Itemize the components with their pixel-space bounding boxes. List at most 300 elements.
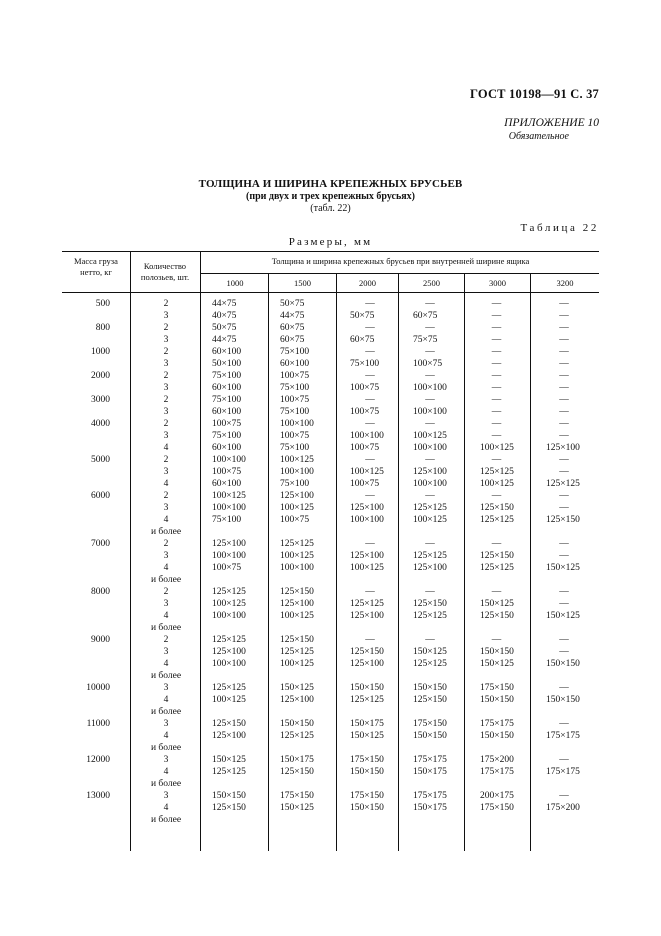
cell-count: 3: [163, 791, 169, 801]
cell-count: 3: [163, 503, 169, 513]
cell-size: —: [365, 635, 375, 645]
table-reference: (табл. 22): [310, 203, 351, 214]
cell-mass: 1000: [91, 347, 110, 357]
cell-size: 125×150: [212, 719, 246, 729]
cell-size: 125×125: [413, 611, 447, 621]
cell-size: 125×150: [480, 503, 514, 513]
cell-mass: 10000: [86, 683, 110, 693]
cell-size: 100×100: [413, 407, 447, 417]
cell-size: 175×150: [480, 803, 514, 813]
cell-count: и более: [150, 707, 182, 717]
cell-size: 125×100: [350, 659, 384, 669]
dimensions-caption: Размеры, мм: [288, 236, 373, 248]
cell-size: 175×175: [546, 767, 580, 777]
cell-size: 100×100: [413, 479, 447, 489]
cell-size: 150×150: [480, 647, 514, 657]
cell-size: 150×175: [413, 803, 447, 813]
cell-count: и более: [150, 743, 182, 753]
header-mass: Масса груза нетто, кг: [74, 256, 118, 277]
cell-size: 150×175: [350, 719, 384, 729]
cell-size: 125×125: [480, 515, 514, 525]
cell-size: 125×125: [413, 659, 447, 669]
header-width-3000: 3000: [489, 278, 506, 288]
cell-size: 125×150: [413, 695, 447, 705]
cell-size: 150×150: [350, 683, 384, 693]
cell-size: —: [559, 359, 569, 369]
cell-count: 2: [163, 587, 169, 597]
cell-size: 150×150: [350, 803, 384, 813]
cell-count: 4: [163, 443, 169, 453]
cell-size: 175×200: [546, 803, 580, 813]
cell-size: 150×150: [212, 791, 246, 801]
cell-size: —: [425, 395, 435, 405]
cell-mass: 8000: [91, 587, 110, 597]
cell-size: 150×125: [350, 731, 384, 741]
cell-size: —: [559, 347, 569, 357]
cell-size: 150×175: [280, 755, 314, 765]
cell-size: 100×125: [280, 659, 314, 669]
cell-size: 125×150: [413, 599, 447, 609]
cell-size: 125×100: [350, 551, 384, 561]
cell-size: 125×100: [413, 563, 447, 573]
document-title: ТОЛЩИНА И ШИРИНА КРЕПЕЖНЫХ БРУСЬЕВ: [198, 178, 463, 190]
header-mid-rule: [200, 273, 599, 274]
cell-size: —: [491, 635, 502, 645]
cell-size: 125×125: [413, 503, 447, 513]
cell-size: 150×150: [480, 695, 514, 705]
cell-size: 100×125: [480, 479, 514, 489]
cell-size: 125×150: [280, 635, 314, 645]
cell-count: 2: [163, 347, 169, 357]
cell-size: 175×150: [480, 683, 514, 693]
cell-size: 100×125: [350, 563, 384, 573]
cell-size: —: [559, 647, 569, 657]
cell-size: 75×100: [350, 359, 380, 369]
cell-size: 125×100: [280, 491, 314, 501]
cell-count: 2: [163, 455, 169, 465]
cell-size: 175×175: [413, 791, 447, 801]
cell-mass: 7000: [91, 539, 110, 549]
cell-size: —: [491, 419, 502, 429]
cell-size: 44×75: [212, 299, 237, 309]
cell-size: 150×125: [212, 755, 246, 765]
cell-size: —: [559, 383, 569, 393]
page-header: ГОСТ 10198—91 С. 37: [470, 87, 599, 101]
column-divider: [398, 273, 399, 851]
cell-size: 125×125: [350, 599, 384, 609]
appendix-note: Обязательное: [508, 131, 569, 142]
cell-count: 2: [163, 299, 169, 309]
cell-size: —: [559, 683, 569, 693]
cell-size: 100×75: [413, 359, 443, 369]
cell-mass: 12000: [86, 755, 110, 765]
cell-size: —: [365, 395, 375, 405]
cell-size: 125×100: [212, 731, 246, 741]
cell-size: 125×100: [212, 539, 246, 549]
cell-size: —: [559, 503, 569, 513]
cell-size: —: [491, 587, 502, 597]
cell-size: —: [559, 539, 569, 549]
cell-mass: 5000: [91, 455, 110, 465]
cell-size: 100×75: [280, 515, 310, 525]
cell-size: 125×100: [280, 599, 314, 609]
cell-count: 4: [163, 731, 169, 741]
cell-size: —: [365, 419, 375, 429]
cell-size: —: [365, 455, 375, 465]
cell-size: 100×125: [212, 491, 246, 501]
cell-size: 125×150: [480, 611, 514, 621]
cell-size: 175×150: [350, 755, 384, 765]
cell-mass: 11000: [86, 719, 110, 729]
cell-size: —: [491, 323, 502, 333]
cell-size: 125×100: [350, 503, 384, 513]
header-width-3200: 3200: [556, 278, 574, 288]
cell-count: 2: [163, 323, 169, 333]
cell-size: 75×100: [280, 347, 310, 357]
cell-size: 125×125: [280, 647, 314, 657]
cell-count: 4: [163, 611, 169, 621]
cell-size: 100×100: [413, 383, 447, 393]
cell-count: 3: [163, 383, 169, 393]
column-divider: [130, 251, 131, 851]
cell-count: 3: [163, 335, 169, 345]
cell-size: 125×150: [212, 803, 246, 813]
cell-count: и более: [150, 575, 182, 585]
cell-size: —: [491, 347, 502, 357]
cell-size: 60×100: [280, 359, 310, 369]
cell-size: —: [559, 395, 569, 405]
cell-size: 175×175: [413, 755, 447, 765]
cell-size: —: [491, 431, 502, 441]
cell-size: —: [425, 299, 435, 309]
cell-size: —: [559, 335, 569, 345]
cell-size: —: [365, 347, 375, 357]
cell-size: 100×75: [212, 419, 242, 429]
cell-size: 150×125: [280, 683, 314, 693]
cell-size: 125×125: [212, 767, 246, 777]
cell-size: 75×100: [280, 443, 310, 453]
cell-count: 4: [163, 515, 169, 525]
cell-size: 100×75: [280, 431, 310, 441]
cell-count: 3: [163, 599, 169, 609]
cell-count: 4: [163, 803, 169, 813]
cell-size: 100×75: [212, 563, 242, 573]
cell-size: 125×100: [212, 647, 246, 657]
cell-size: —: [559, 431, 569, 441]
cell-count: 2: [163, 419, 169, 429]
cell-size: 100×100: [280, 419, 314, 429]
cell-size: 125×100: [413, 467, 447, 477]
cell-size: —: [491, 335, 502, 345]
cell-size: —: [559, 419, 569, 429]
cell-size: 125×125: [480, 563, 514, 573]
cell-size: —: [491, 311, 502, 321]
cell-size: 150×125: [413, 647, 447, 657]
cell-count: 3: [163, 683, 169, 693]
cell-mass: 500: [95, 299, 110, 309]
cell-size: —: [559, 755, 569, 765]
cell-size: —: [491, 491, 502, 501]
column-divider: [336, 273, 337, 851]
cell-size: —: [559, 491, 569, 501]
cell-size: 75×100: [280, 407, 310, 417]
cell-mass: 800: [95, 323, 110, 333]
cell-size: 125×150: [546, 515, 580, 525]
cell-size: 100×100: [413, 443, 447, 453]
cell-size: 125×100: [280, 695, 314, 705]
cell-size: 150×125: [546, 563, 580, 573]
cell-size: 125×125: [280, 539, 314, 549]
cell-count: 2: [163, 371, 169, 381]
cell-size: 60×100: [212, 479, 242, 489]
cell-size: —: [365, 491, 375, 501]
document-subtitle: (при двух и трех крепежных брусьях): [246, 191, 415, 202]
cell-size: 100×125: [280, 611, 314, 621]
cell-size: 44×75: [280, 311, 305, 321]
cell-count: 3: [163, 431, 169, 441]
cell-count: 3: [163, 719, 169, 729]
cell-size: 150×150: [350, 767, 384, 777]
cell-size: 125×150: [350, 647, 384, 657]
cell-size: 100×75: [280, 395, 310, 405]
cell-size: 100×75: [350, 479, 380, 489]
cell-size: 75×75: [413, 335, 438, 345]
cell-size: —: [425, 347, 435, 357]
cell-size: —: [365, 323, 375, 333]
cell-mass: 3000: [91, 395, 110, 405]
cell-mass: 2000: [91, 371, 110, 381]
cell-size: —: [559, 719, 569, 729]
cell-size: 125×125: [413, 551, 447, 561]
column-divider: [268, 273, 269, 851]
cell-size: 175×150: [350, 791, 384, 801]
cell-size: 125×150: [280, 587, 314, 597]
cell-size: —: [559, 299, 569, 309]
cell-size: 40×75: [212, 311, 237, 321]
cell-size: 100×100: [212, 551, 246, 561]
cell-size: 100×100: [212, 659, 246, 669]
cell-size: 150×150: [280, 719, 314, 729]
cell-size: 200×175: [480, 791, 514, 801]
cell-size: 175×150: [413, 719, 447, 729]
cell-size: 100×75: [350, 443, 380, 453]
cell-size: 175×175: [480, 719, 514, 729]
cell-mass: 4000: [91, 419, 110, 429]
cell-size: —: [491, 455, 502, 465]
cell-size: 50×75: [212, 323, 237, 333]
cell-size: 75×100: [280, 479, 310, 489]
cell-size: 175×150: [280, 791, 314, 801]
cell-size: —: [559, 311, 569, 321]
cell-size: 100×125: [280, 455, 314, 465]
cell-size: 100×125: [413, 431, 447, 441]
cell-count: 3: [163, 359, 169, 369]
cell-size: —: [425, 635, 435, 645]
cell-count: 3: [163, 755, 169, 765]
column-divider: [200, 251, 201, 851]
cell-count: 2: [163, 491, 169, 501]
cell-size: —: [491, 383, 502, 393]
cell-size: 100×100: [280, 563, 314, 573]
cell-size: 150×125: [546, 611, 580, 621]
cell-size: 150×125: [480, 659, 514, 669]
cell-size: 50×75: [280, 299, 305, 309]
cell-size: 60×75: [413, 311, 438, 321]
sizes-table: [62, 251, 599, 851]
cell-size: 175×175: [480, 767, 514, 777]
cell-count: и более: [150, 527, 182, 537]
cell-size: —: [559, 371, 569, 381]
header-span: Толщина и ширина крепежных брусьев при внутренней ширине ящика: [271, 256, 530, 266]
cell-size: 150×150: [546, 695, 580, 705]
cell-count: 4: [163, 659, 169, 669]
cell-size: 125×100: [350, 611, 384, 621]
cell-size: 60×75: [280, 335, 305, 345]
cell-count: 3: [163, 647, 169, 657]
cell-size: —: [425, 539, 435, 549]
appendix-label: ПРИЛОЖЕНИЕ 10: [504, 117, 599, 129]
cell-size: 100×75: [212, 467, 242, 477]
cell-size: 100×75: [280, 371, 310, 381]
cell-size: —: [425, 419, 435, 429]
header-count: Количество полозьев, шт.: [140, 261, 190, 282]
cell-size: —: [559, 599, 569, 609]
cell-size: 100×125: [480, 443, 514, 453]
table-label: Таблица 22: [520, 222, 599, 234]
cell-size: 100×125: [280, 503, 314, 513]
cell-count: 2: [163, 635, 169, 645]
cell-size: 125×125: [280, 731, 314, 741]
cell-size: 100×75: [350, 383, 380, 393]
cell-size: —: [491, 395, 502, 405]
cell-size: —: [559, 635, 569, 645]
cell-count: и более: [150, 623, 182, 633]
cell-size: 150×150: [413, 731, 447, 741]
cell-size: 75×100: [212, 395, 242, 405]
cell-size: —: [425, 371, 435, 381]
cell-size: 125×125: [212, 683, 246, 693]
cell-size: —: [559, 323, 569, 333]
cell-count: 2: [163, 395, 169, 405]
cell-count: 4: [163, 563, 169, 573]
header-bottom-rule: [62, 292, 599, 293]
cell-size: —: [559, 467, 569, 477]
cell-size: —: [491, 359, 502, 369]
cell-size: 100×125: [413, 515, 447, 525]
cell-size: 60×100: [212, 443, 242, 453]
cell-size: 60×100: [212, 407, 242, 417]
cell-size: —: [491, 539, 502, 549]
cell-size: 100×75: [350, 407, 380, 417]
cell-count: 3: [163, 467, 169, 477]
cell-size: 100×100: [212, 611, 246, 621]
cell-size: —: [365, 587, 375, 597]
cell-size: 60×75: [350, 335, 375, 345]
cell-size: —: [491, 371, 502, 381]
cell-count: и более: [150, 779, 182, 789]
cell-size: 125×100: [546, 443, 580, 453]
cell-size: —: [559, 587, 569, 597]
header-width-1000: 1000: [226, 278, 244, 288]
header-width-2000: 2000: [359, 278, 376, 288]
cell-size: 175×200: [480, 755, 514, 765]
header-width-2500: 2500: [423, 278, 440, 288]
cell-size: 125×125: [350, 695, 384, 705]
cell-mass: 6000: [91, 491, 110, 501]
cell-size: 100×125: [212, 695, 246, 705]
cell-size: 75×100: [280, 383, 310, 393]
cell-size: 150×150: [546, 659, 580, 669]
cell-count: 4: [163, 479, 169, 489]
cell-size: 50×75: [350, 311, 375, 321]
cell-size: —: [425, 323, 435, 333]
cell-size: —: [559, 551, 569, 561]
cell-size: —: [559, 455, 569, 465]
cell-size: 150×125: [480, 599, 514, 609]
cell-size: 100×100: [212, 455, 246, 465]
cell-size: 100×100: [280, 467, 314, 477]
cell-count: 3: [163, 551, 169, 561]
cell-size: 125×125: [212, 635, 246, 645]
cell-count: 4: [163, 767, 169, 777]
cell-mass: 13000: [86, 791, 110, 801]
cell-size: —: [425, 455, 435, 465]
header-width-1500: 1500: [294, 278, 311, 288]
cell-size: 100×100: [350, 431, 384, 441]
cell-size: 125×125: [546, 479, 580, 489]
cell-size: 100×100: [350, 515, 384, 525]
cell-size: 100×125: [212, 599, 246, 609]
cell-size: 125×150: [280, 767, 314, 777]
cell-size: 60×75: [280, 323, 305, 333]
cell-count: и более: [150, 815, 182, 825]
cell-size: 75×100: [212, 431, 242, 441]
cell-size: 75×100: [212, 371, 242, 381]
cell-count: 2: [163, 539, 169, 549]
cell-size: 100×100: [212, 503, 246, 513]
cell-size: —: [491, 407, 502, 417]
cell-size: —: [425, 491, 435, 501]
cell-size: 60×100: [212, 383, 242, 393]
cell-size: 75×100: [212, 515, 242, 525]
table-top-rule: [62, 251, 599, 252]
cell-size: 50×100: [212, 359, 242, 369]
cell-size: —: [365, 371, 375, 381]
cell-size: —: [491, 299, 502, 309]
cell-count: и более: [150, 671, 182, 681]
cell-size: —: [559, 791, 569, 801]
cell-size: 100×125: [350, 467, 384, 477]
cell-size: 150×150: [413, 683, 447, 693]
cell-size: 125×125: [480, 467, 514, 477]
cell-size: —: [425, 587, 435, 597]
cell-count: 4: [163, 695, 169, 705]
cell-size: —: [365, 539, 375, 549]
cell-size: —: [365, 299, 375, 309]
cell-size: 100×125: [280, 551, 314, 561]
cell-size: 60×100: [212, 347, 242, 357]
cell-count: 3: [163, 407, 169, 417]
cell-size: —: [559, 407, 569, 417]
cell-size: 150×150: [480, 731, 514, 741]
cell-size: 150×125: [280, 803, 314, 813]
cell-mass: 9000: [91, 635, 110, 645]
cell-count: 3: [163, 311, 169, 321]
cell-size: 44×75: [212, 335, 237, 345]
cell-size: 125×125: [212, 587, 246, 597]
cell-size: 175×175: [546, 731, 580, 741]
cell-size: 125×150: [480, 551, 514, 561]
